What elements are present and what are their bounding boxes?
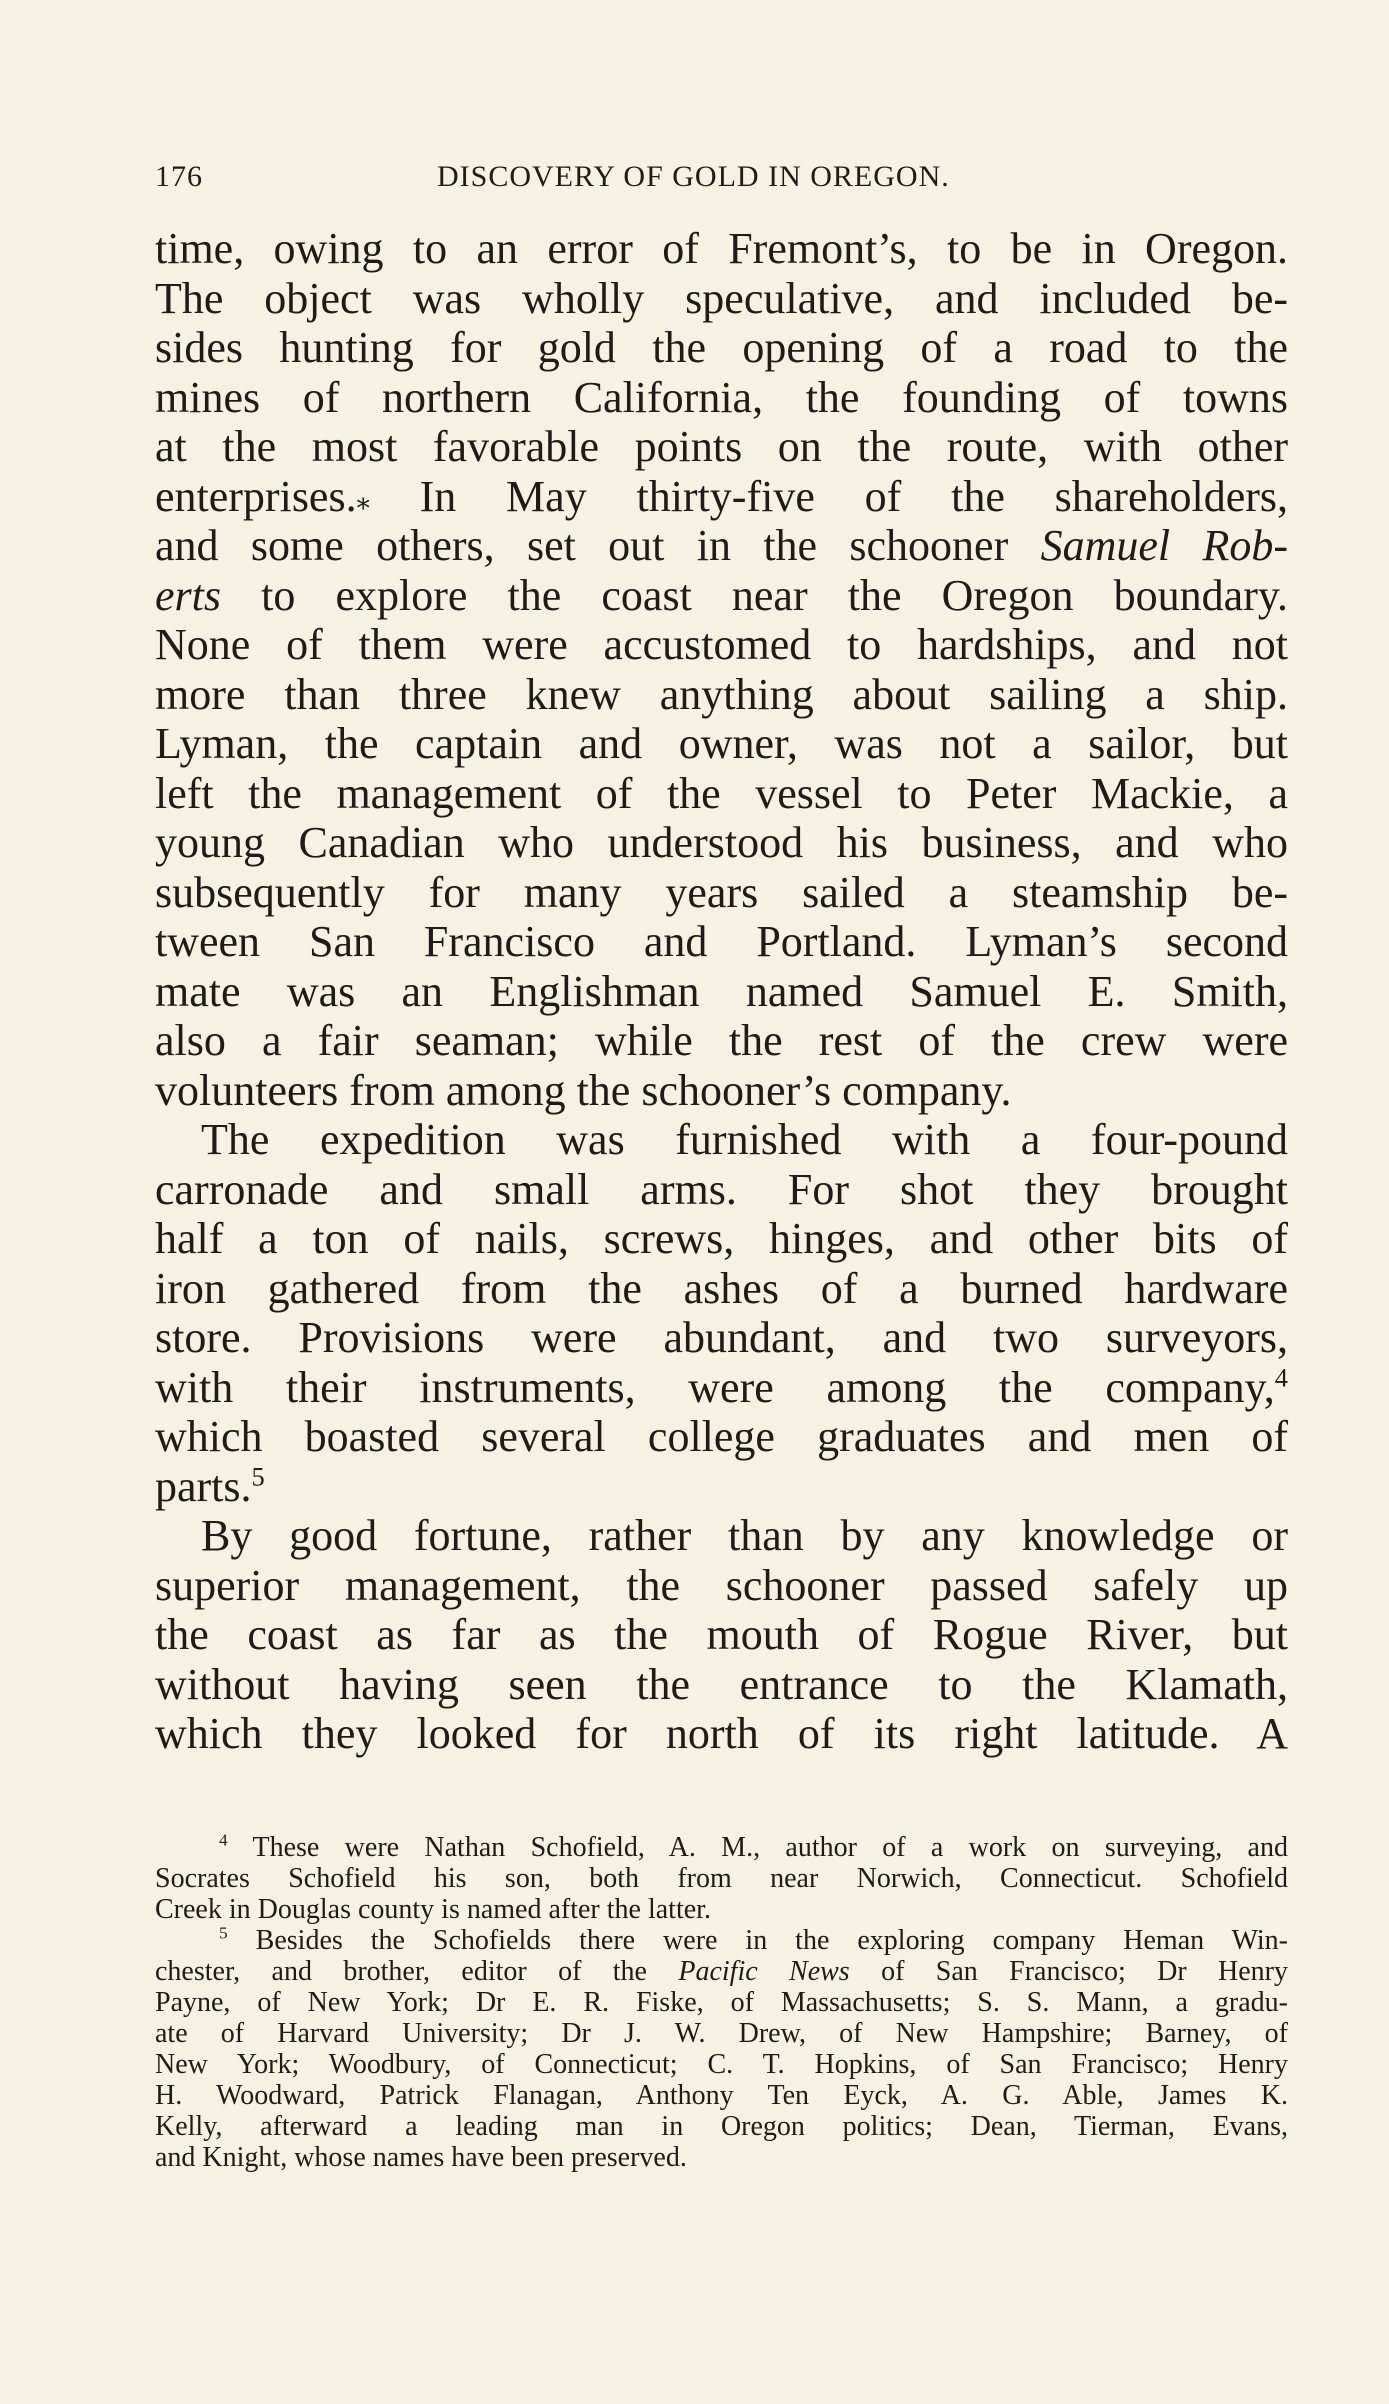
body-line: None of them were accustomed to hardships, and not xyxy=(155,620,1288,669)
page-number: 176 xyxy=(155,160,203,193)
body-fragment: In May thirty-five of the shareholders, xyxy=(419,471,1288,521)
newspaper-title: Pacific News xyxy=(678,1956,850,1987)
footnotes xyxy=(155,1832,1288,2173)
body-line: volunteers from among the schooner’s company. xyxy=(155,1065,1012,1115)
body-line: time, owing to an error of Fremont’s, to be in Oregon. xyxy=(155,224,1288,273)
body-line: without having seen the entrance to the Klamath, xyxy=(155,1659,1288,1709)
footnote-5-line: ate of Harvard University; Dr J. W. Drew, of New Hampshire; Barney, of xyxy=(155,2018,1288,2049)
body-line xyxy=(155,1462,1288,1512)
body-line: The expedition was furnished with a four-pound xyxy=(201,1115,1288,1164)
footnote-number-5: 5 xyxy=(219,1923,228,1943)
body-line xyxy=(155,472,1288,522)
footnote-5-line: Kelly, afterward a leading man in Oregon politics; Dean, Tierman, Evans, xyxy=(155,2111,1288,2142)
body-line: superior management, the schooner passed safely up xyxy=(155,1560,1288,1610)
body-line: left the management of the vessel to Peter Mackie, a xyxy=(155,768,1288,818)
body-line: subsequently for many years sailed a steamship be- xyxy=(155,867,1288,917)
body-line: sides hunting for gold the opening of a road to the xyxy=(155,323,1288,372)
body-fragment: enterprises. xyxy=(155,471,357,521)
body-fragment: to explore the coast near the Oregon boundary. xyxy=(261,570,1288,620)
body-line: mate was an Englishman named Samuel E. Smith, xyxy=(155,966,1288,1016)
reference-mark: ⁎ xyxy=(356,484,370,515)
running-title: DISCOVERY OF GOLD IN OREGON. xyxy=(437,160,950,193)
body-line: carronade and small arms. For shot they brought xyxy=(155,1164,1288,1214)
footnote-5-line: and Knight, whose names have been preserved. xyxy=(155,2142,687,2173)
body-line: also a fair seaman; while the rest of the crew were xyxy=(155,1016,1288,1065)
footnote-ref-4: 4 xyxy=(1274,1361,1288,1392)
footnote-text: Besides the Schofields there were in the exploring company Heman Win- xyxy=(255,1925,1288,1956)
body-line: mines of northern California, the founding of towns xyxy=(155,372,1288,422)
body-line xyxy=(155,521,1288,571)
footnote-ref-5: 5 xyxy=(251,1460,265,1491)
footnote-5-line: H. Woodward, Patrick Flanagan, Anthony Ten Eyck, A. G. Able, James K. xyxy=(155,2080,1288,2111)
body-line: half a ton of nails, screws, hinges, and other bits of xyxy=(155,1214,1288,1263)
footnote-text: chester, and brother, editor of the xyxy=(155,1956,647,1987)
body-line: which boasted several college graduates and men of xyxy=(155,1412,1288,1461)
ship-name: Samuel Rob- xyxy=(1040,521,1288,570)
ship-name: erts xyxy=(155,570,221,620)
footnote-5-line xyxy=(155,1925,1288,1956)
body-line: young Canadian who understood his business, and who xyxy=(155,818,1288,867)
footnote-4-line: Socrates Schofield his son, both from near Norwich, Connecticut. Schofield xyxy=(155,1863,1288,1894)
body-line: iron gathered from the ashes of a burned hardware xyxy=(155,1263,1288,1313)
body-line: more than three knew anything about sailing a ship. xyxy=(155,669,1288,719)
footnote-text: These were Nathan Schofield, A. M., author of a work on surveying, and xyxy=(252,1832,1288,1863)
body-line: store. Provisions were abundant, and two surveyors, xyxy=(155,1313,1288,1362)
body-fragment: and some others, set out in the schooner xyxy=(155,521,1009,570)
body-fragment: parts. xyxy=(155,1461,252,1511)
body-line xyxy=(155,1363,1288,1413)
body-line: Lyman, the captain and owner, was not a sailor, but xyxy=(155,719,1288,768)
footnote-4-line: Creek in Douglas county is named after the latter. xyxy=(155,1894,711,1925)
body-line: By good fortune, rather than by any knowledge or xyxy=(201,1511,1288,1560)
body-line: which they looked for north of its right latitude. A xyxy=(155,1709,1288,1758)
footnote-5-line: Payne, of New York; Dr E. R. Fiske, of Massachusetts; S. S. Mann, a gradu- xyxy=(155,1987,1288,2018)
body-line: The object was wholly speculative, and included be- xyxy=(155,273,1288,323)
body-line: at the most favorable points on the route, with other xyxy=(155,422,1288,471)
footnote-4-line xyxy=(155,1832,1288,1863)
body-line: tween San Francisco and Portland. Lyman’s second xyxy=(155,917,1288,966)
body-fragment: with their instruments, were among the company, xyxy=(155,1362,1275,1412)
body-text xyxy=(155,224,1288,1759)
footnote-5-line: New York; Woodbury, of Connecticut; C. T. Hopkins, of San Francisco; Henry xyxy=(155,2049,1288,2080)
body-line xyxy=(155,571,1288,621)
footnote-5-line xyxy=(155,1956,1288,1987)
body-line: the coast as far as the mouth of Rogue River, but xyxy=(155,1610,1288,1659)
footnote-text: of San Francisco; Dr Henry xyxy=(881,1956,1289,1987)
footnote-number-4: 4 xyxy=(219,1830,228,1850)
